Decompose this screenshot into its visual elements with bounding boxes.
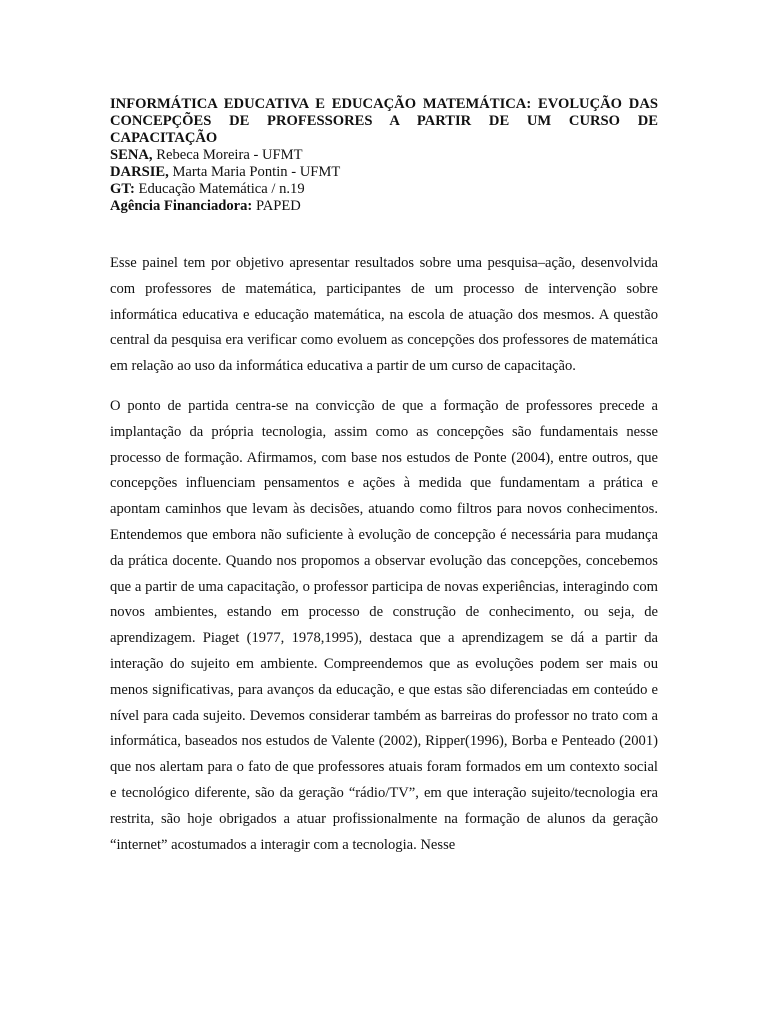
- paragraph: Esse painel tem por objetivo apresentar resultados sobre uma pesquisa–ação, desenvolvida com professores de matemática, participantes de um processo de intervenção sobre informática educativa e educação matemática, na escola de atuação dos mesmos. A questão central da pesquisa era verificar como evoluem as concepções dos professores de matemática em relação ao uso da informática educativa a partir de um curso de capacitação.: [110, 255, 658, 375]
- agency-label: Agência Financiadora:: [110, 198, 253, 214]
- author-line-2: [110, 164, 658, 181]
- gt-value: Educação Matemática / n.19: [134, 181, 305, 197]
- author-name: Rebeca Moreira - UFMT: [152, 147, 303, 163]
- author-name: Marta Maria Pontin - UFMT: [168, 164, 341, 180]
- agency-line: [110, 198, 658, 215]
- gt-line: [110, 181, 658, 198]
- paragraph: O ponto de partida centra-se na convicção de que a formação de professores precede a implantação da própria tecnologia, assim como as concepções são fundamentais nesse processo de formação. Afirmamos, com base nos estudos de Ponte (2004), entre outros, que concepções influenciam pensamentos e ações à medida que fundamentam a prática e apontam caminhos que levam às decisões, atuando como filtros para novos conhecimentos. Entendemos que embora não suficiente à evolução de concepção é necessária para mudança da prática docente. Quando nos propomos a observar evolução das concepções, concebemos que a partir de uma capacitação, o professor participa de novas experiências, interagindo com novos ambientes, estando em processo de construção de conhecimento, ou seja, de aprendizagem. Piaget (1977, 1978,1995), destaca que a aprendizagem se dá a partir da interação do sujeito em ambiente. Compreendemos que as evoluções podem ser mais ou menos significativas, para avanços da educação, e que estas são diferenciadas em conteúdo e nível para cada sujeito. Devemos considerar também as barreiras do professor no trato com a informática, baseados nos estudos de Valente (2002), Ripper(1996), Borba e Penteado (2001) que nos alertam para o fato de que professores atuais foram formados em um contexto social e tecnológico diferente, são da geração “rádio/TV”, em que interação sujeito/tecnologia era restrita, são hoje obrigados a atuar profissionalmente na formação de alunos da geração “internet” acostumados a interagir com a tecnologia. Nesse: [110, 397, 658, 853]
- gt-label: GT:: [110, 181, 135, 197]
- document-body: [110, 96, 658, 858]
- agency-value: PAPED: [252, 198, 301, 214]
- document-title: INFORMÁTICA EDUCATIVA E EDUCAÇÃO MATEMÁTICA: EVOLUÇÃO DAS CONCEPÇÕES DE PROFESSORES A PARTIR DE UM CURSO DE CAPACITAÇÃO: [110, 96, 658, 146]
- author-line-1: [110, 147, 658, 164]
- author-surname: DARSIE,: [110, 164, 169, 180]
- author-surname: SENA,: [110, 147, 153, 163]
